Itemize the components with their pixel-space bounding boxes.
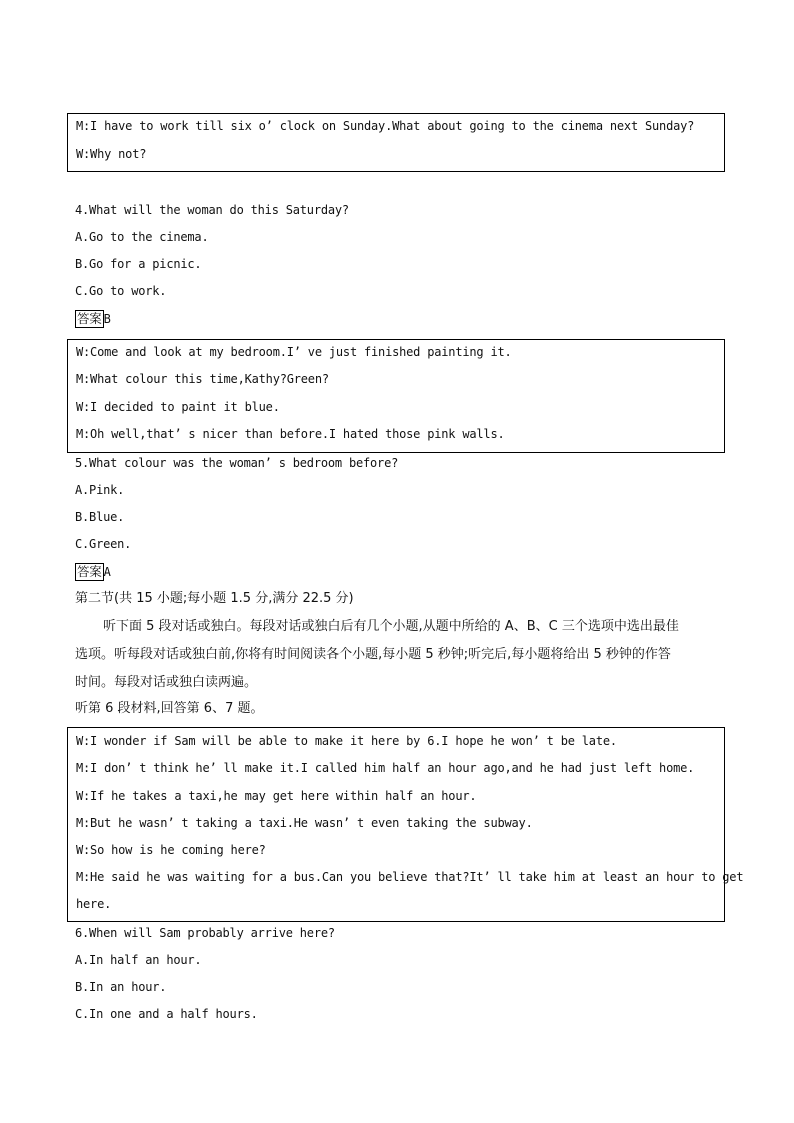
dialogue-line: W:So how is he coming here? xyxy=(76,843,266,857)
dialogue-box xyxy=(67,113,725,172)
dialogue-line: M:What colour this time,Kathy?Green? xyxy=(76,372,329,386)
dialogue-line: W:I wonder if Sam will be able to make it here by 6.I hope he won’ t be late. xyxy=(76,734,617,748)
instruction-line: 听下面 5 段对话或独白。每段对话或独白后有几个小题,从题中所给的 A、B、C 三个选项中选出最佳 xyxy=(103,619,679,634)
option-c: C.Go to work. xyxy=(75,284,167,298)
answer-row xyxy=(75,563,111,581)
option-c: C.In one and a half hours. xyxy=(75,1007,258,1021)
instruction-line: 选项。听每段对话或独白前,你将有时间阅读各个小题,每小题 5 秒钟;听完后,每小题将给出 5 秒钟的作答 xyxy=(75,647,671,662)
dialogue-line: here. xyxy=(76,897,112,911)
instruction-line: 时间。每段对话或独白读两遍。 xyxy=(75,675,258,690)
dialogue-line: M:Oh well,that’ s nicer than before.I hated those pink walls. xyxy=(76,427,505,441)
dialogue-line: W:Why not? xyxy=(76,147,147,161)
question-stem: 6.When will Sam probably arrive here? xyxy=(75,926,335,940)
dialogue-box xyxy=(67,727,744,922)
option-a: A.Pink. xyxy=(75,483,125,497)
dialogue-line: M:He said he was waiting for a bus.Can you believe that?It’ ll take him at least an hour to get xyxy=(76,870,744,884)
question-stem: 4.What will the woman do this Saturday? xyxy=(75,203,349,217)
dialogue-line: W:Come and look at my bedroom.I’ ve just finished painting it. xyxy=(76,345,512,359)
option-b: B.Blue. xyxy=(75,510,125,524)
dialogue-line: W:If he takes a taxi,he may get here within half an hour. xyxy=(76,789,477,803)
option-a: A.In half an hour. xyxy=(75,953,202,967)
question-stem: 5.What colour was the woman’ s bedroom before? xyxy=(75,456,399,470)
dialogue-line: M:I don’ t think he’ ll make it.I called him half an hour ago,and he had just left home. xyxy=(76,761,695,775)
dialogue-box xyxy=(67,339,725,453)
answer-value: B xyxy=(103,312,111,326)
option-b: B.In an hour. xyxy=(75,980,167,994)
dialogue-line: M:But he wasn’ t taking a taxi.He wasn’ t even taking the subway. xyxy=(76,816,533,830)
dialogue-line: M:I have to work till six o’ clock on Sunday.What about going to the cinema next Sunday? xyxy=(76,119,695,133)
option-b: B.Go for a picnic. xyxy=(75,257,202,271)
material-intro: 听第 6 段材料,回答第 6、7 题。 xyxy=(75,701,264,716)
option-c: C.Green. xyxy=(75,537,132,551)
answer-value: A xyxy=(103,565,111,579)
answer-label: 答案 xyxy=(77,564,102,579)
answer-label: 答案 xyxy=(77,311,102,326)
dialogue-line: W:I decided to paint it blue. xyxy=(76,400,280,414)
section-heading: 第二节(共 15 小题;每小题 1.5 分,满分 22.5 分) xyxy=(75,591,354,606)
answer-row xyxy=(75,310,111,328)
option-a: A.Go to the cinema. xyxy=(75,230,209,244)
